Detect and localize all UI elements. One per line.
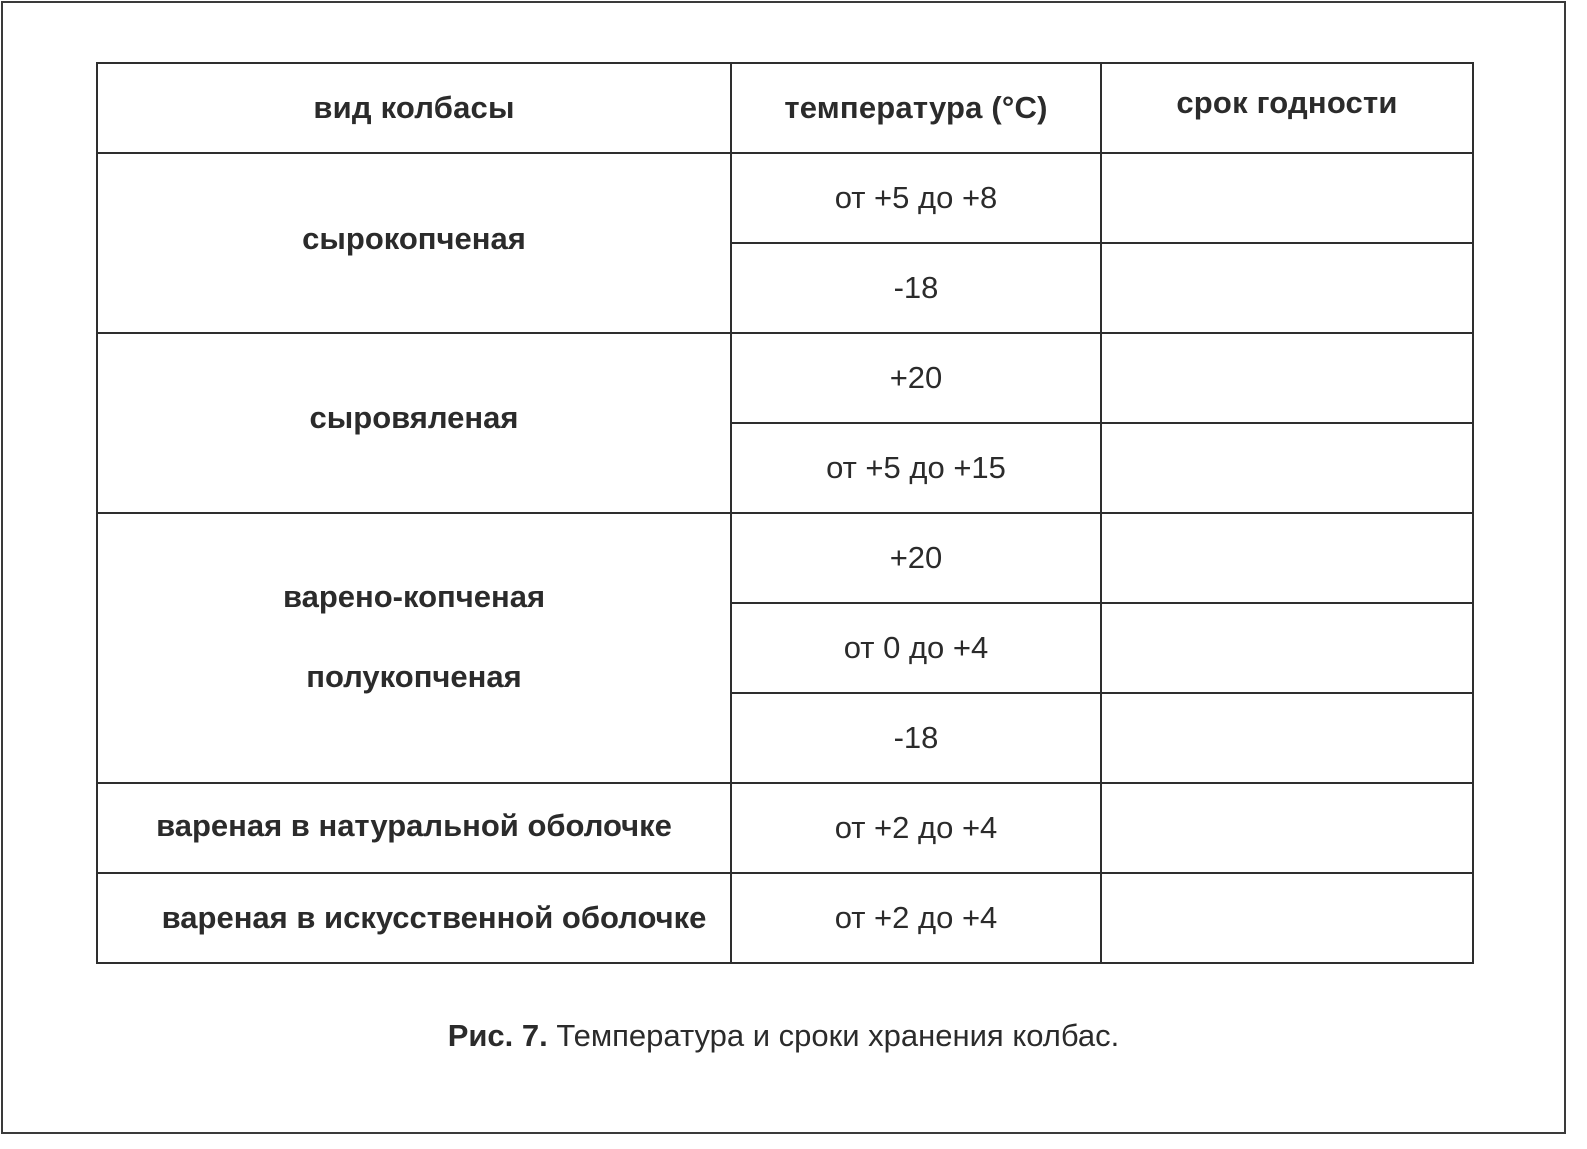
table-row bbox=[97, 513, 1473, 603]
shelf-life-cell bbox=[1101, 423, 1473, 513]
figure-caption-text: Температура и сроки хранения колбас. bbox=[547, 1018, 1120, 1053]
shelf-life-cell bbox=[1101, 783, 1473, 873]
shelf-life-cell bbox=[1101, 243, 1473, 333]
kind-label: полукопченая bbox=[306, 659, 522, 694]
temperature-cell: -18 bbox=[731, 243, 1101, 333]
header-shelf-life: срок годности bbox=[1101, 63, 1473, 153]
shelf-life-cell bbox=[1101, 513, 1473, 603]
table-row bbox=[97, 333, 1473, 423]
kind-label: вареная в натуральной оболочке bbox=[156, 808, 672, 843]
temperature-cell: от +5 до +8 bbox=[731, 153, 1101, 243]
kind-label: вареная в искусственной оболочке bbox=[161, 900, 707, 935]
temperature-cell: от +2 до +4 bbox=[731, 783, 1101, 873]
shelf-life-cell bbox=[1101, 333, 1473, 423]
kind-label: сырокопченая bbox=[302, 221, 526, 256]
shelf-life-cell bbox=[1101, 153, 1473, 243]
kind-cell bbox=[97, 333, 731, 513]
header-kind: вид колбасы bbox=[97, 63, 731, 153]
figure-caption-label: Рис. 7. bbox=[447, 1018, 548, 1053]
temperature-cell: -18 bbox=[731, 693, 1101, 783]
kind-cell bbox=[97, 783, 731, 873]
shelf-life-cell bbox=[1101, 873, 1473, 963]
kind-cell bbox=[97, 873, 731, 963]
kind-label: сыровяленая bbox=[309, 400, 519, 435]
temperature-cell: +20 bbox=[731, 513, 1101, 603]
kind-cell bbox=[97, 153, 731, 333]
temperature-cell: от +2 до +4 bbox=[731, 873, 1101, 963]
table-row bbox=[97, 783, 1473, 873]
kind-label: варено-копченая bbox=[282, 579, 546, 614]
temperature-cell: от 0 до +4 bbox=[731, 603, 1101, 693]
header-temperature: температура (°C) bbox=[731, 63, 1101, 153]
temperature-cell: +20 bbox=[731, 333, 1101, 423]
storage-table bbox=[96, 62, 1474, 964]
table-row bbox=[97, 153, 1473, 243]
temperature-cell: от +5 до +15 bbox=[731, 423, 1101, 513]
shelf-life-cell bbox=[1101, 603, 1473, 693]
figure-caption bbox=[0, 1018, 1567, 1054]
shelf-life-cell bbox=[1101, 693, 1473, 783]
header-row bbox=[97, 63, 1473, 153]
table-row bbox=[97, 873, 1473, 963]
kind-cell bbox=[97, 513, 731, 783]
